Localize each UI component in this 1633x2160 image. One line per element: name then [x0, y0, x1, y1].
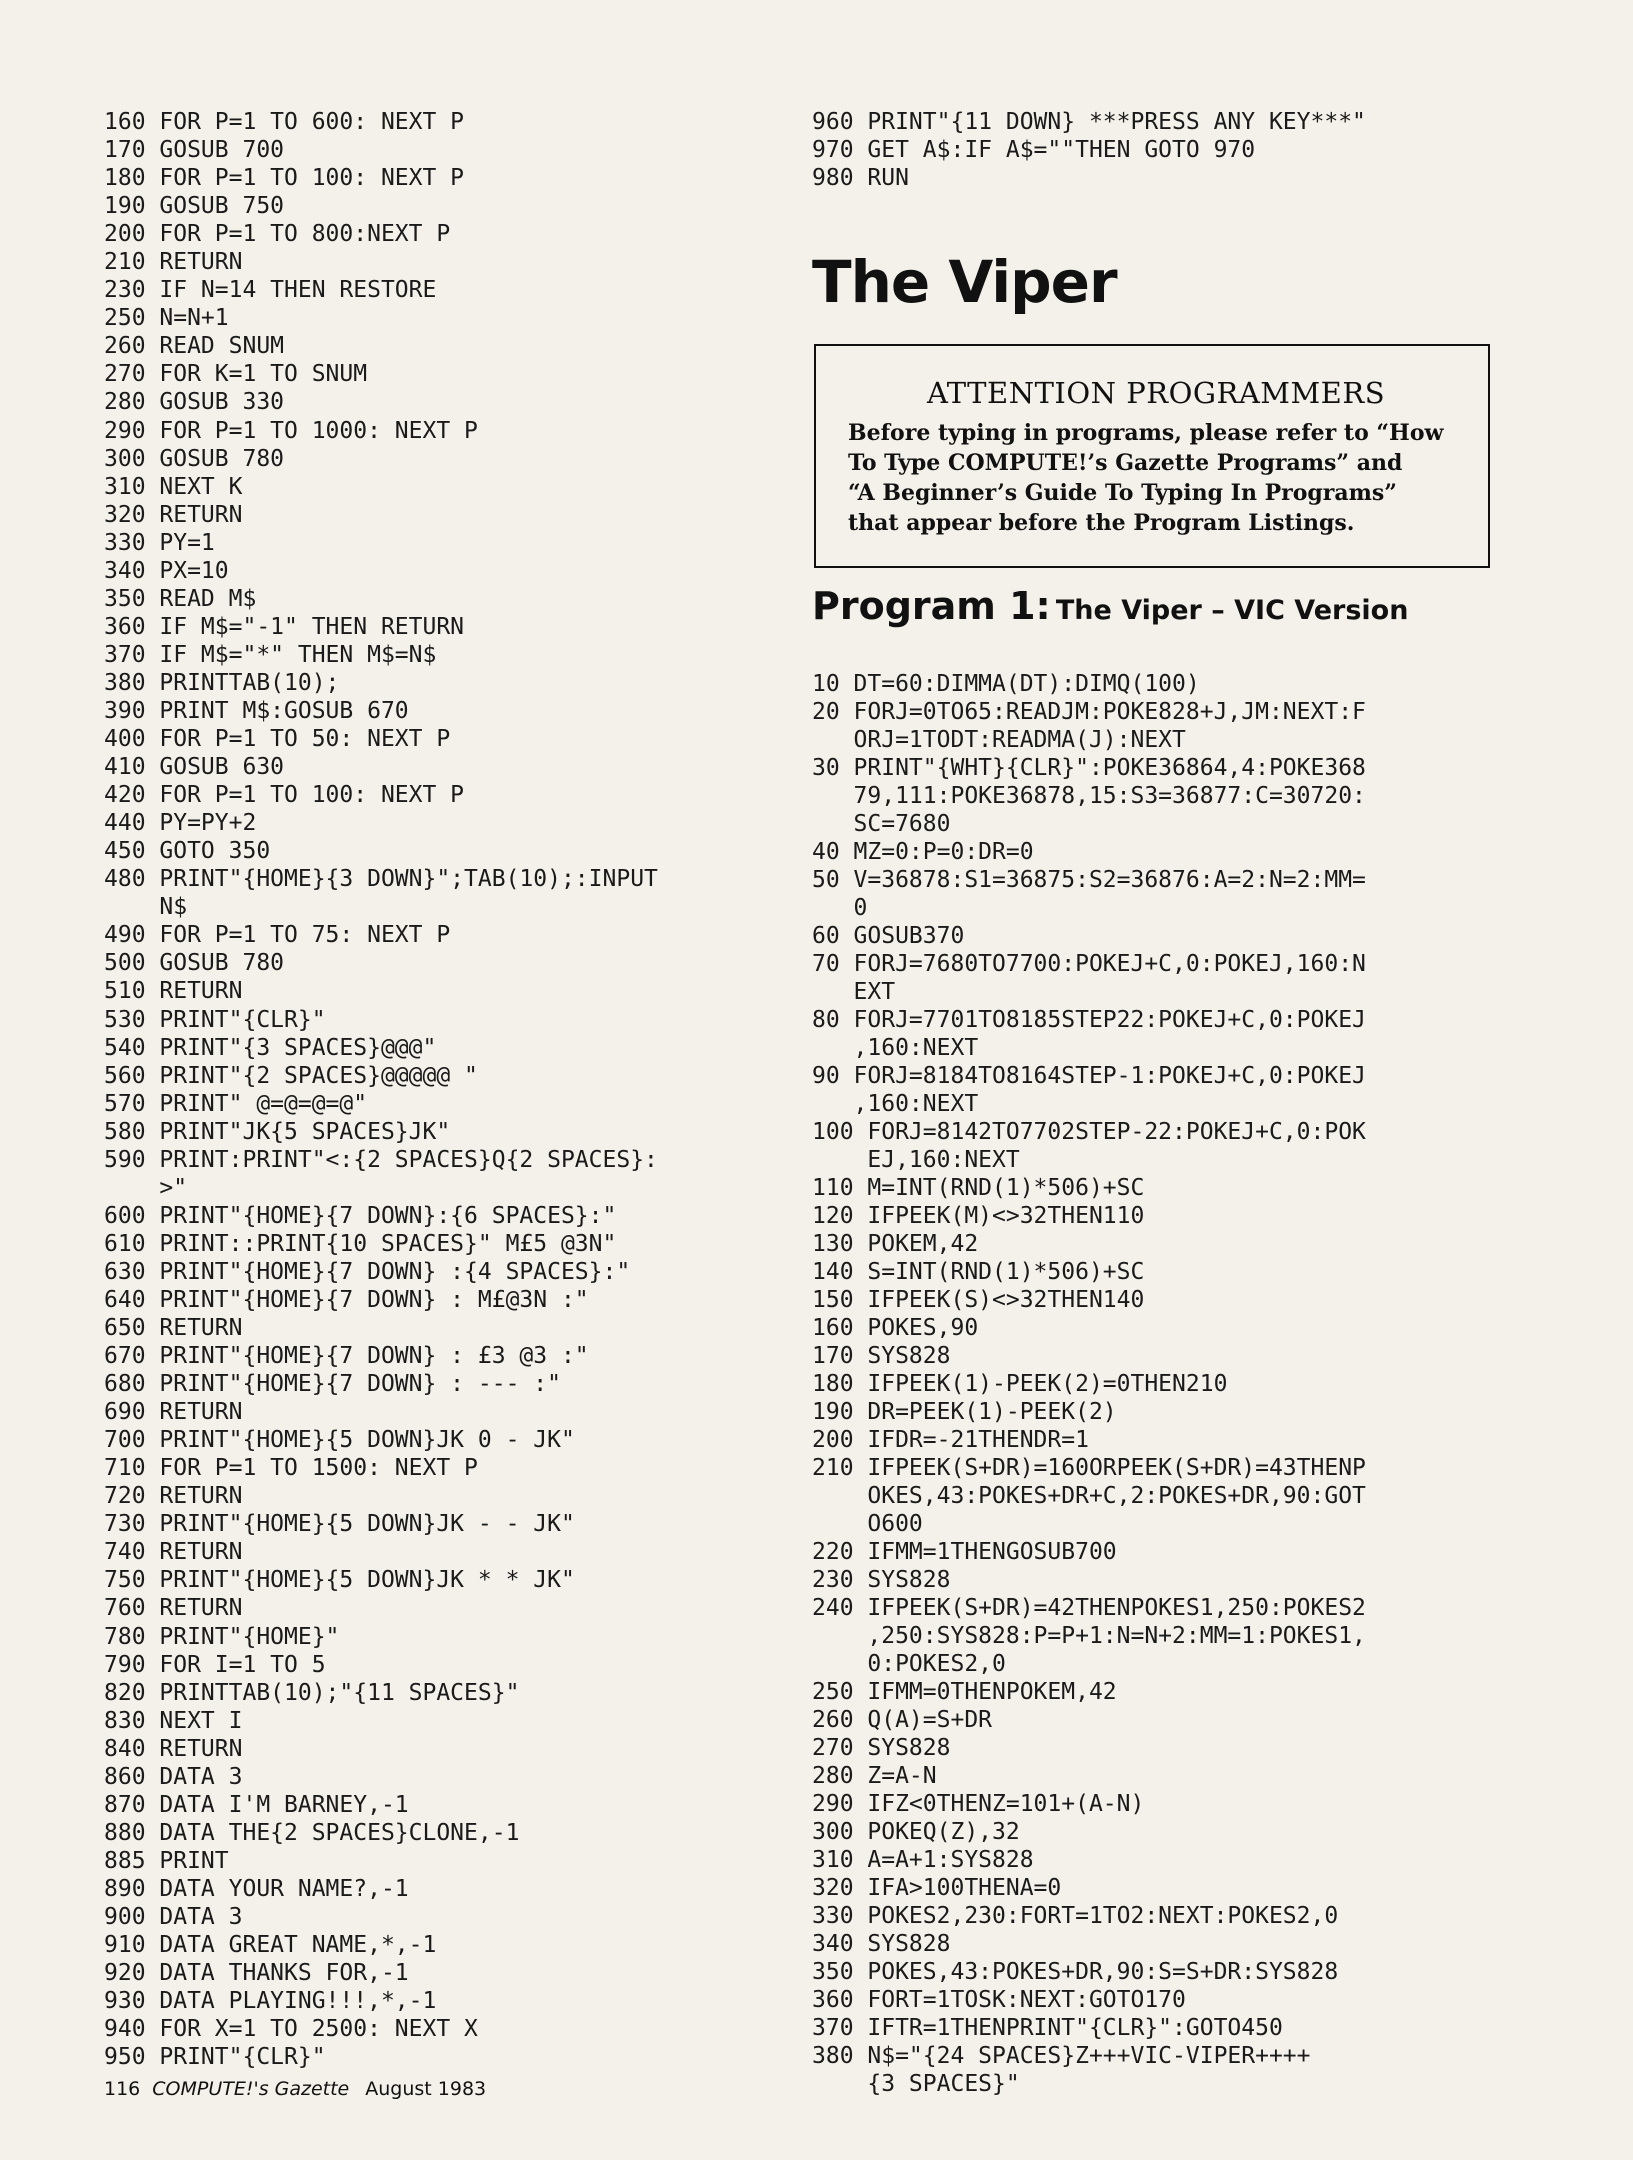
page-number: 116: [104, 2078, 141, 2100]
attention-heading: ATTENTION PROGRAMMERS: [926, 376, 1386, 410]
issue-date: August 1983: [365, 2078, 487, 2100]
attention-box: [814, 344, 1490, 568]
publication-name: COMPUTE!'s Gazette: [152, 2078, 350, 2100]
attention-body: Before typing in programs, please refer to “How To Type COMPUTE!’s Gazette Programs” and “A Beginner’s Guide To Typing In Programs” that appear before the Program Listings.: [848, 420, 1444, 536]
left-column: [104, 108, 794, 2071]
program-listing-end: 960 PRINT"{11 DOWN} ***PRESS ANY KEY***" 970 GET A$:IF A$=""THEN GOTO 970 980 RUN: [812, 109, 1366, 191]
article-title: The Viper: [812, 248, 1117, 316]
program-number: Program 1:: [812, 584, 1051, 628]
right-column-top: [812, 108, 1502, 192]
program-heading: [812, 584, 1408, 628]
right-column-program: [812, 670, 1502, 2098]
viper-program-listing: 10 DT=60:DIMMA(DT):DIMQ(100) 20 FORJ=0TO65:READJM:POKE828+J,JM:NEXT:F ORJ=1TODT:READMA(J):NEXT 30 PRINT"{WHT}{CLR}":POKE36864,4:POKE368 79,111:POKE36878,15:S3=36877:C=30720: SC=7680 40 MZ=0:P=0:DR=0 50 V=36878:S1=36875:S2=36876:A=2:N=2:MM= 0 60 GOSUB370 70 FORJ=7680TO7700:POKEJ+C,0:POKEJ,160:N EXT 80 FORJ=7701TO8185STEP22:POKEJ+C,0:POKEJ ,160:NEXT 90 FORJ=8184TO8164STEP-1:POKEJ+C,0:POKEJ ,160:NEXT 100 FORJ=8142TO7702STEP-22:POKEJ+C,0:POK EJ,160:NEXT 110 M=INT(RND(1)*506)+SC 120 IFPEEK(M)<>32THEN110 130 POKEM,42 140 S=INT(RND(1)*506)+SC 150 IFPEEK(S)<>32THEN140 160 POKES,90 170 SYS828 180 IFPEEK(1)-PEEK(2)=0THEN210 190 DR=PEEK(1)-PEEK(2) 200 IFDR=-21THENDR=1 210 IFPEEK(S+DR)=160ORPEEK(S+DR)=43THENP OKES,43:POKES+DR+C,2:POKES+DR,90:GOT O600 220 IFMM=1THENGOSUB700 230 SYS828 240 IFPEEK(S+DR)=42THENPOKES1,250:POKES2 ,250:SYS828:P=P+1:N=N+2:MM=1:POKES1, 0:POKES2,0 250 IFMM=0THENPOKEM,42 260 Q(A)=S+DR 270 SYS828 280 Z=A-N 290 IFZ<0THENZ=101+(A-N) 300 POKEQ(Z),32 310 A=A+1:SYS828 320 IFA>100THENA=0 330 POKES2,230:FORT=1TO2:NEXT:POKES2,0 340 SYS828 350 POKES,43:POKES+DR,90:S=S+DR:SYS828 360 FORT=1TOSK:NEXT:GOTO170 370 IFTR=1THENPRINT"{CLR}":GOTO450 380 N$="{24 SPACES}Z+++VIC-VIPER++++ {3 SPACES}": [812, 671, 1366, 2097]
program-listing-continued: 160 FOR P=1 TO 600: NEXT P 170 GOSUB 700 180 FOR P=1 TO 100: NEXT P 190 GOSUB 750 200 FOR P=1 TO 800:NEXT P 210 RETURN 230 IF N=14 THEN RESTORE 250 N=N+1 260 READ SNUM 270 FOR K=1 TO SNUM 280 GOSUB 330 290 FOR P=1 TO 1000: NEXT P 300 GOSUB 780 310 NEXT K 320 RETURN 330 PY=1 340 PX=10 350 READ M$ 360 IF M$="-1" THEN RETURN 370 IF M$="*" THEN M$=N$ 380 PRINTTAB(10); 390 PRINT M$:GOSUB 670 400 FOR P=1 TO 50: NEXT P 410 GOSUB 630 420 FOR P=1 TO 100: NEXT P 440 PY=PY+2 450 GOTO 350 480 PRINT"{HOME}{3 DOWN}";TAB(10);:INPUT N$ 490 FOR P=1 TO 75: NEXT P 500 GOSUB 780 510 RETURN 530 PRINT"{CLR}" 540 PRINT"{3 SPACES}@@@" 560 PRINT"{2 SPACES}@@@@@ " 570 PRINT" @=@=@=@" 580 PRINT"JK{5 SPACES}JK" 590 PRINT:PRINT"<:{2 SPACES}Q{2 SPACES}: >" 600 PRINT"{HOME}{7 DOWN}:{6 SPACES}:" 610 PRINT::PRINT{10 SPACES}" M£5 @3N" 630 PRINT"{HOME}{7 DOWN} :{4 SPACES}:" 640 PRINT"{HOME}{7 DOWN} : M£@3N :" 650 RETURN 670 PRINT"{HOME}{7 DOWN} : £3 @3 :" 680 PRINT"{HOME}{7 DOWN} : --- :" 690 RETURN 700 PRINT"{HOME}{5 DOWN}JK 0 - JK" 710 FOR P=1 TO 1500: NEXT P 720 RETURN 730 PRINT"{HOME}{5 DOWN}JK - - JK" 740 RETURN 750 PRINT"{HOME}{5 DOWN}JK * * JK" 760 RETURN 780 PRINT"{HOME}" 790 FOR I=1 TO 5 820 PRINTTAB(10);"{11 SPACES}" 830 NEXT I 840 RETURN 860 DATA 3 870 DATA I'M BARNEY,-1 880 DATA THE{2 SPACES}CLONE,-1 885 PRINT 890 DATA YOUR NAME?,-1 900 DATA 3 910 DATA GREAT NAME,*,-1 920 DATA THANKS FOR,-1 930 DATA PLAYING!!!,*,-1 940 FOR X=1 TO 2500: NEXT X 950 PRINT"{CLR}": [104, 109, 658, 2071]
page-footer: [104, 2078, 486, 2100]
program-title: The Viper – VIC Version: [1055, 595, 1409, 626]
